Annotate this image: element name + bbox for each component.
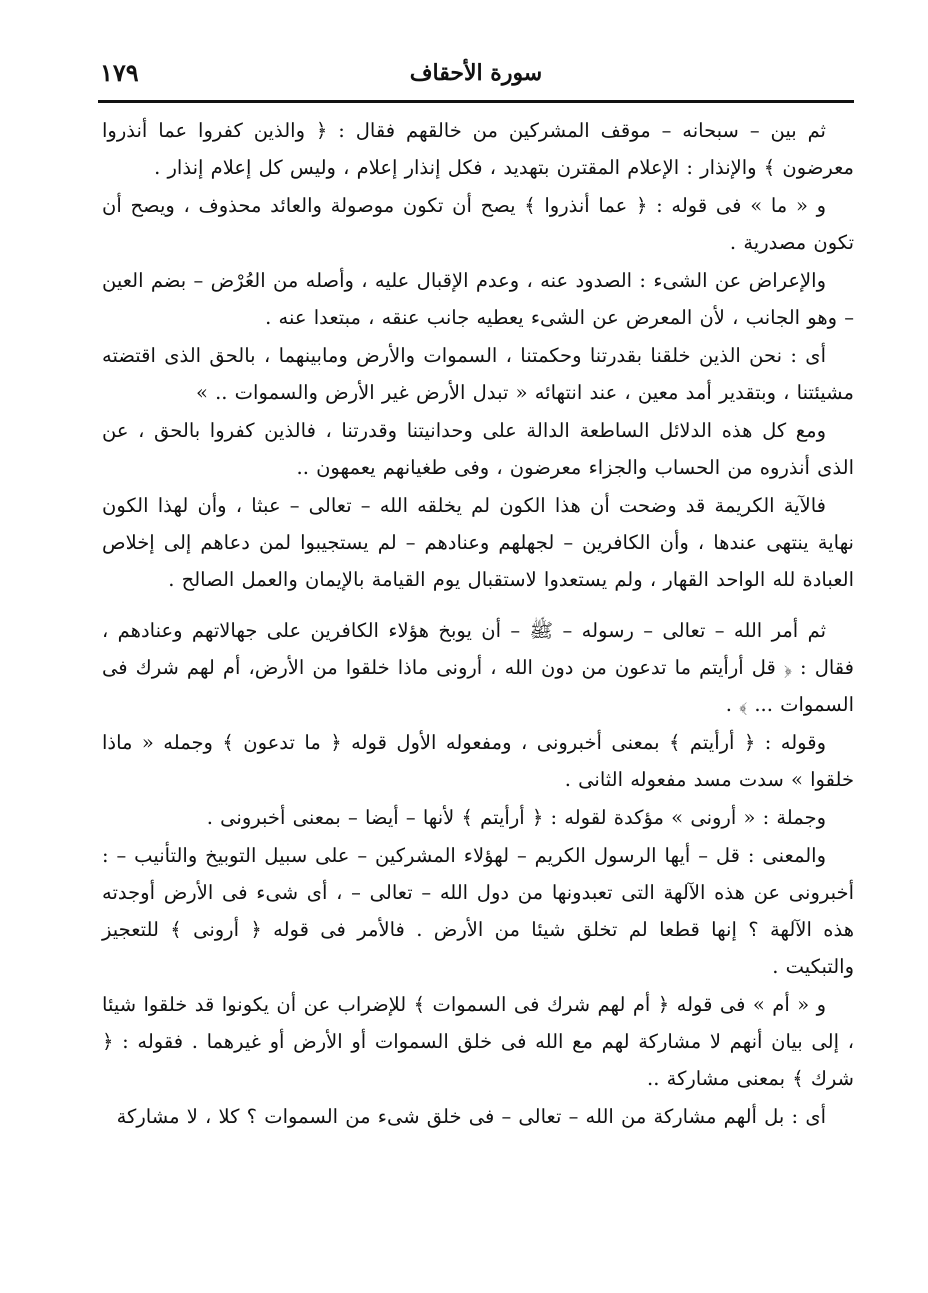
paragraph: و « أم » فى قوله ﴿ أم لهم شرك فى السموات ﴾ للإضراب عن أن يكونوا قد خلقوا شيئا ، إلى بيان أنهم لا مشاركة لهم مع الله فى خلق السموات أو الأرض أو غيرهما . فقوله : ﴿ شرك ﴾ بمعنى مشاركة .. [102,993,854,1090]
page-number: ١٧٩ [100,58,139,87]
page-body [102,112,854,1136]
paragraph: و « ما » فى قوله : ﴿ عما أنذروا ﴾ يصح أن تكون موصولة والعائد محذوف ، ويصح أن تكون مصدرية . [102,194,854,254]
surah-title: سورة الأحقاف [409,60,543,86]
header-divider [98,100,854,103]
paragraph: ومع كل هذه الدلائل الساطعة الدالة على وحدانيتنا وقدرتنا ، فالذين كفروا بالحق ، عن الذى أنذروه من الحساب والجزاء معرضون ، وفى طغيانهم يعمهون .. [102,419,854,479]
paragraph: ثم أمر الله – تعالى – رسوله – ﷺ – أن يوبخ هؤلاء الكافرين على جهالاتهم وعنادهم ، فقال : ﴿ قل أرأيتم ما تدعون من دون الله ، أرونى ماذا خلقوا من الأرض، أم لهم شرك فى السموات ... ﴾ . [102,619,854,716]
paragraph: ثم بين – سبحانه – موقف المشركين من خالقهم فقال : ﴿ والذين كفروا عما أنذروا معرضون ﴾ والإنذار : الإعلام المقترن بتهديد ، فكل إنذار إعلام ، وليس كل إعلام إنذار . [102,119,854,179]
paragraph: فالآية الكريمة قد وضحت أن هذا الكون لم يخلقه الله – تعالى – عبثا ، وأن لهذا الكون نهاية ينتهى عندها ، وأن الكافرين – لجهلهم وعنادهم – لم يستجيبوا لمن دعاهم إلى إخلاص العبادة لله الواحد القهار ، ولم يستعدوا لاستقبال يوم القيامة بالإيمان والعمل الصالح . [102,494,854,591]
paragraph: والإعراض عن الشىء : الصدود عنه ، وعدم الإقبال عليه ، وأصله من العُرْض – بضم العين – وهو الجانب ، لأن المعرض عن الشىء يعطيه جانب عنقه ، مبتعدا عنه . [102,269,854,329]
paragraph: أى : بل ألهم مشاركة من الله – تعالى – فى خلق شىء من السموات ؟ كلا ، لا مشاركة [116,1105,826,1128]
page-header [100,52,852,96]
paragraph: وجملة : « أرونى » مؤكدة لقوله : ﴿ أرأيتم ﴾ لأنها – أيضا – بمعنى أخبرونى . [206,806,826,829]
paragraph: وقوله : ﴿ أرأيتم ﴾ بمعنى أخبرونى ، ومفعوله الأول قوله ﴿ ما تدعون ﴾ وجمله « ماذا خلقوا » سدت مسد مفعوله الثانى . [102,731,854,791]
paragraph: أى : نحن الذين خلقنا بقدرتنا وحكمتنا ، السموات والأرض ومابينهما ، بالحق الذى اقتضته مشيئتنا ، وبتقدير أمد معين ، عند انتهائه « تبدل الأرض غير الأرض والسموات .. » [102,344,854,404]
paragraph: والمعنى : قل – أيها الرسول الكريم – لهؤلاء المشركين – على سبيل التوبيخ والتأنيب – : أخبرونى عن هذه الآلهة التى تعبدونها من دول الله – تعالى – ، أى شىء فى الأرض أوجدته هذه الآلهة ؟ إنها قطعا لم تخلق شيئا من الأرض . فالأمر فى قوله ﴿ أرونى ﴾ للتعجيز والتبكيت . [102,844,854,978]
